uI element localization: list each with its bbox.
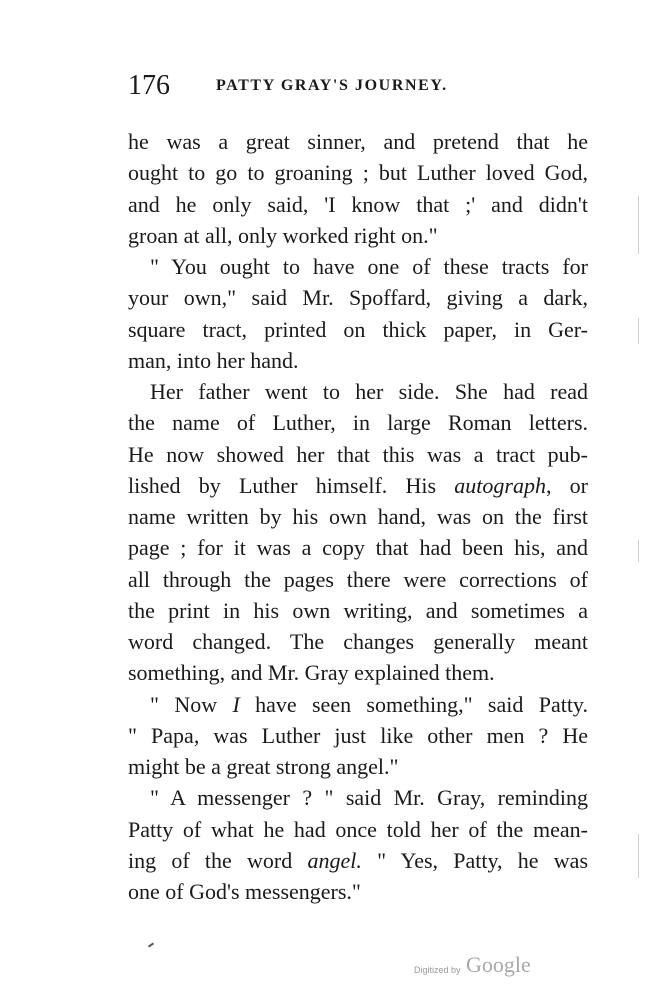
text-line: something, and Mr. Gray explained them.	[128, 660, 495, 686]
text-line: name written by his own hand, was on the first	[128, 504, 588, 529]
text-line: Patty of what he had once told her of the mean-	[128, 816, 588, 842]
text-line: " Papa, was Luther just like other men ? He	[128, 722, 588, 748]
digitization-watermark	[414, 950, 554, 982]
ink-speck	[148, 942, 154, 947]
scan-edge-mark	[638, 318, 639, 344]
text-line: he was a great sinner, and pretend that he	[128, 129, 588, 154]
scan-edge-mark	[638, 196, 639, 254]
running-title: PATTY GRAY'S JOURNEY.	[216, 77, 448, 94]
page-number: 176	[128, 70, 170, 101]
page-header	[128, 66, 588, 106]
text-line: lished by Luther himself. His autograph, or	[128, 472, 589, 498]
text-line: " A messenger ? " said Mr. Gray, reminding	[150, 785, 588, 811]
text-line: groan at all, only worked right on."	[128, 222, 438, 248]
text-line: ought to go to groaning ; but Luther loved God,	[128, 160, 588, 186]
text-line: and he only said, 'I know that ;' and didn't	[128, 191, 588, 217]
scan-edge-mark	[638, 540, 639, 562]
text-line: might be a great strong angel."	[128, 754, 399, 779]
text-line: page ; for it was a copy that had been his, and	[128, 535, 588, 561]
text-line: He now showed her that this was a tract pub-	[128, 441, 588, 467]
body-text	[128, 126, 588, 907]
text-line: the name of Luther, in large Roman letters.	[128, 410, 588, 436]
text-line: " You ought to have one of these tracts for	[150, 254, 588, 279]
text-line: man, into her hand.	[128, 347, 299, 373]
text-line: Her father went to her side. She had read	[150, 379, 588, 404]
text-line: " Now I have seen something," said Patty.	[150, 691, 588, 717]
text-line: word changed. The changes generally meant	[128, 629, 588, 654]
watermark-prefix: Digitized by	[414, 965, 461, 975]
text-line: your own," said Mr. Spoffard, giving a dark,	[128, 285, 588, 311]
text-line: the print in his own writing, and sometimes a	[128, 597, 588, 623]
scan-edge-mark	[638, 834, 639, 878]
watermark-brand: Google	[466, 952, 531, 977]
text-line: all through the pages there were corrections of	[128, 566, 588, 592]
text-line: one of God's messengers."	[128, 879, 361, 904]
text-line: square tract, printed on thick paper, in Ger-	[128, 316, 588, 342]
text-line: ing of the word angel. " Yes, Patty, he was	[128, 847, 589, 873]
